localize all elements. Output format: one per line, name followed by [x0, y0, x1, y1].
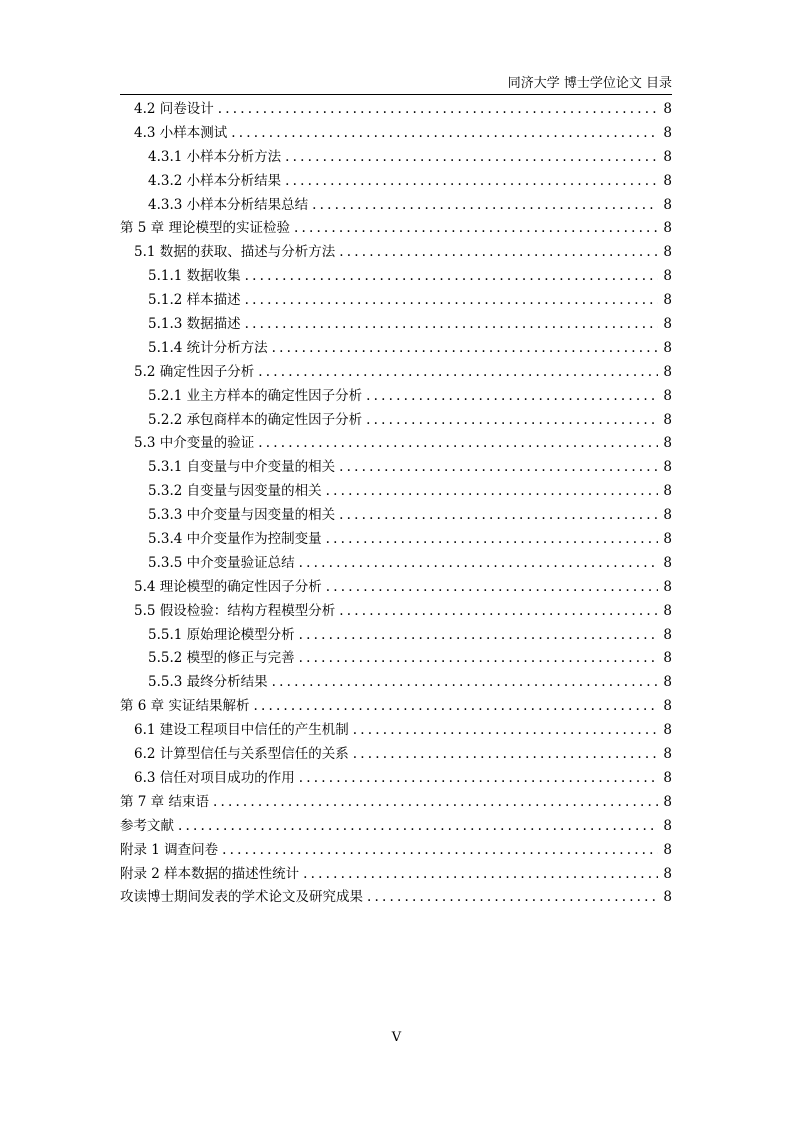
toc-dot-leader — [245, 289, 658, 313]
toc-dot-leader — [326, 528, 658, 552]
toc-entry-page: 8 — [663, 316, 672, 333]
toc-entry-title: 5.3.1 自变量与中介变量的相关 — [148, 459, 336, 476]
toc-entry-title: 4.3 小样本测试 — [134, 124, 228, 141]
toc-entry-title: 5.2 确定性因子分析 — [134, 363, 255, 380]
toc-entry-page: 8 — [663, 626, 672, 643]
toc-entry-page: 8 — [663, 101, 672, 117]
toc-dot-leader — [299, 647, 658, 671]
table-of-contents — [120, 98, 672, 910]
toc-entry-page: 8 — [663, 722, 672, 739]
toc-entry-title: 攻读博士期间发表的学术论文及研究成果 — [120, 889, 363, 906]
toc-entry-page: 8 — [663, 483, 672, 500]
toc-entry-title: 5.2.1 业主方样本的确定性因子分析 — [148, 387, 363, 404]
toc-entry-page: 8 — [663, 220, 672, 237]
toc-dot-leader — [285, 170, 658, 194]
toc-entry-title: 5.1 数据的获取、描述与分析方法 — [134, 244, 336, 261]
toc-entry-title: 6.2 计算型信任与关系型信任的关系 — [134, 746, 349, 763]
toc-entry-page: 8 — [663, 387, 672, 404]
toc-entry[interactable] — [120, 839, 672, 863]
toc-entry-title: 第 5 章 理论模型的实证检验 — [120, 220, 290, 237]
toc-entry-page: 8 — [663, 865, 672, 882]
toc-entry-page: 8 — [663, 411, 672, 428]
toc-dot-leader — [353, 743, 658, 767]
toc-entry[interactable] — [120, 600, 672, 624]
toc-entry[interactable] — [120, 767, 672, 791]
toc-entry-title: 5.3.5 中介变量验证总结 — [148, 554, 295, 571]
toc-entry-page: 8 — [663, 746, 672, 763]
toc-entry-page: 8 — [663, 292, 672, 309]
toc-entry-page: 8 — [663, 363, 672, 380]
toc-entry[interactable] — [120, 409, 672, 433]
toc-entry-page: 8 — [663, 244, 672, 261]
toc-entry-title: 5.1.1 数据收集 — [148, 268, 241, 285]
toc-dot-leader — [213, 791, 658, 815]
toc-entry-page: 8 — [663, 602, 672, 619]
toc-entry-title: 4.2 问卷设计 — [134, 101, 214, 117]
toc-entry-page: 8 — [663, 554, 672, 571]
toc-dot-leader — [258, 361, 658, 385]
toc-entry[interactable] — [120, 361, 672, 385]
toc-entry[interactable] — [120, 337, 672, 361]
toc-entry-title: 6.1 建设工程项目中信任的产生机制 — [134, 722, 349, 739]
toc-entry-page: 8 — [663, 698, 672, 715]
toc-entry[interactable] — [120, 170, 672, 194]
toc-entry-page: 8 — [663, 196, 672, 213]
toc-entry-page: 8 — [663, 841, 672, 858]
toc-entry-title: 5.1.3 数据描述 — [148, 316, 241, 333]
toc-entry[interactable] — [120, 194, 672, 218]
toc-entry-title: 5.3 中介变量的验证 — [134, 435, 255, 452]
toc-dot-leader — [272, 671, 658, 695]
toc-entry-title: 参考文献 — [120, 817, 174, 834]
running-header — [120, 74, 672, 95]
toc-entry-title: 5.2.2 承包商样本的确定性因子分析 — [148, 411, 363, 428]
toc-entry[interactable] — [120, 743, 672, 767]
toc-entry-title: 4.3.2 小样本分析结果 — [148, 172, 282, 189]
toc-entry-title: 附录 2 样本数据的描述性统计 — [120, 865, 300, 882]
toc-entry[interactable] — [120, 480, 672, 504]
toc-entry-title: 5.3.2 自变量与因变量的相关 — [148, 483, 322, 500]
toc-entry[interactable] — [120, 647, 672, 671]
toc-entry[interactable] — [120, 576, 672, 600]
toc-dot-leader — [353, 719, 658, 743]
toc-entry-title: 5.5.2 模型的修正与完善 — [148, 650, 295, 667]
toc-entry[interactable] — [120, 98, 672, 122]
toc-entry[interactable] — [120, 863, 672, 887]
toc-entry-title: 5.5.1 原始理论模型分析 — [148, 626, 295, 643]
toc-dot-leader — [367, 886, 658, 910]
toc-entry-title: 第 7 章 结束语 — [120, 793, 209, 810]
toc-entry-title: 6.3 信任对项目成功的作用 — [134, 769, 295, 786]
toc-entry[interactable] — [120, 886, 672, 910]
toc-entry[interactable] — [120, 695, 672, 719]
toc-dot-leader — [366, 385, 658, 409]
toc-entry[interactable] — [120, 791, 672, 815]
toc-entry-page: 8 — [663, 769, 672, 786]
toc-entry[interactable] — [120, 624, 672, 648]
toc-dot-leader — [253, 695, 658, 719]
toc-dot-leader — [218, 98, 658, 122]
toc-entry-page: 8 — [663, 124, 672, 141]
toc-entry-page: 8 — [663, 339, 672, 356]
toc-entry-title: 附录 1 调查问卷 — [120, 841, 219, 858]
toc-entry-page: 8 — [663, 817, 672, 834]
toc-dot-leader — [339, 241, 658, 265]
toc-entry-page: 8 — [663, 172, 672, 189]
toc-entry[interactable] — [120, 456, 672, 480]
toc-dot-leader — [285, 146, 658, 170]
toc-dot-leader — [299, 624, 658, 648]
toc-entry-title: 5.1.2 样本描述 — [148, 292, 241, 309]
toc-entry[interactable] — [120, 313, 672, 337]
toc-entry[interactable] — [120, 552, 672, 576]
toc-dot-leader — [231, 122, 658, 146]
toc-entry-title: 5.3.3 中介变量与因变量的相关 — [148, 507, 336, 524]
toc-entry[interactable] — [120, 385, 672, 409]
toc-entry-title: 5.4 理论模型的确定性因子分析 — [134, 578, 322, 595]
toc-entry[interactable] — [120, 289, 672, 313]
toc-entry-title: 5.5.3 最终分析结果 — [148, 674, 268, 691]
toc-entry-page: 8 — [663, 507, 672, 524]
toc-dot-leader — [339, 504, 658, 528]
toc-entry-title: 5.1.4 统计分析方法 — [148, 339, 268, 356]
toc-entry[interactable] — [120, 528, 672, 552]
toc-dot-leader — [245, 265, 658, 289]
toc-entry[interactable] — [120, 671, 672, 695]
toc-entry-title: 4.3.1 小样本分析方法 — [148, 148, 282, 165]
toc-dot-leader — [326, 480, 658, 504]
toc-entry-page: 8 — [663, 578, 672, 595]
toc-dot-leader — [366, 409, 658, 433]
toc-dot-leader — [299, 767, 658, 791]
page-footer — [0, 1030, 793, 1045]
toc-dot-leader — [222, 839, 658, 863]
toc-dot-leader — [312, 194, 658, 218]
toc-dot-leader — [294, 217, 658, 241]
toc-entry-page: 8 — [663, 650, 672, 667]
toc-entry-page: 8 — [663, 793, 672, 810]
toc-dot-leader — [299, 552, 658, 576]
toc-entry-title: 第 6 章 实证结果解析 — [120, 698, 250, 715]
toc-entry-page: 8 — [663, 459, 672, 476]
toc-dot-leader — [178, 815, 658, 839]
page-number: V — [391, 1030, 402, 1045]
toc-entry-page: 8 — [663, 674, 672, 691]
toc-entry[interactable] — [120, 432, 672, 456]
toc-entry[interactable] — [120, 504, 672, 528]
toc-entry-page: 8 — [663, 435, 672, 452]
toc-dot-leader — [258, 432, 658, 456]
toc-entry[interactable] — [120, 815, 672, 839]
toc-entry-title: 4.3.3 小样本分析结果总结 — [148, 196, 309, 213]
toc-entry-title: 5.5 假设检验：结构方程模型分析 — [134, 602, 336, 619]
toc-entry-page: 8 — [663, 268, 672, 285]
toc-entry[interactable] — [120, 146, 672, 170]
toc-entry[interactable] — [120, 122, 672, 146]
toc-entry[interactable] — [120, 265, 672, 289]
toc-dot-leader — [326, 576, 658, 600]
toc-entry[interactable] — [120, 241, 672, 265]
toc-dot-leader — [339, 456, 658, 480]
toc-entry-title: 5.3.4 中介变量作为控制变量 — [148, 531, 322, 548]
toc-dot-leader — [245, 313, 658, 337]
toc-dot-leader — [303, 863, 658, 887]
toc-dot-leader — [272, 337, 658, 361]
running-header-text: 同济大学 博士学位论文 目录 — [507, 76, 672, 91]
toc-dot-leader — [339, 600, 658, 624]
toc-entry[interactable] — [120, 217, 672, 241]
toc-entry-page: 8 — [663, 148, 672, 165]
toc-entry-page: 8 — [663, 531, 672, 548]
toc-entry-page: 8 — [663, 889, 672, 906]
toc-entry[interactable] — [120, 719, 672, 743]
